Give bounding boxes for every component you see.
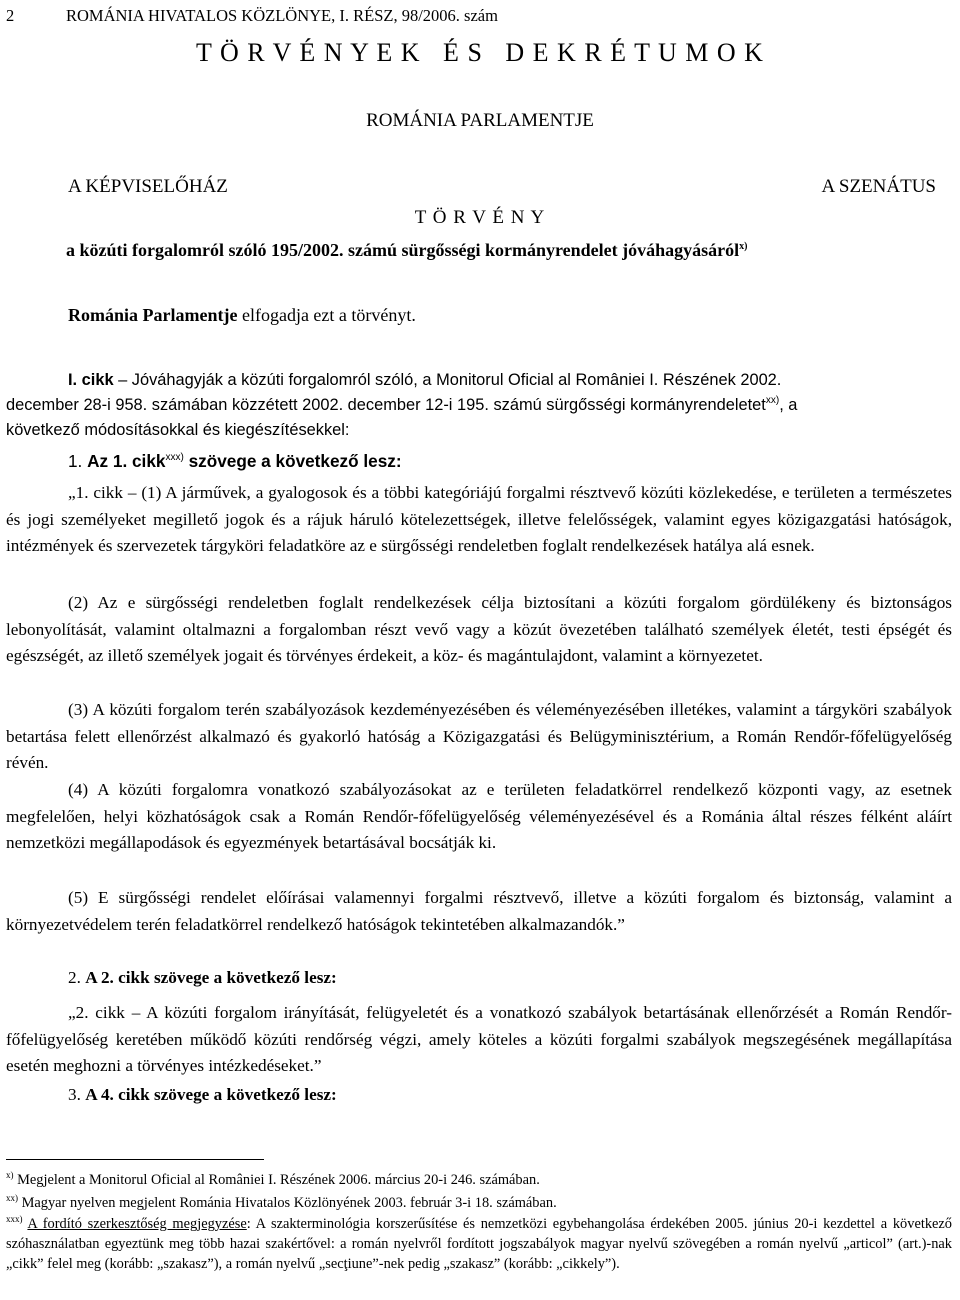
footnote-mark: xxx) [6, 1214, 23, 1224]
law-heading: T Ö R V É N Y [414, 207, 546, 228]
law-title [66, 240, 747, 261]
paragraph-text: – (1) A járművek, a gyalogosok és a többi kategóriájú forgalmi résztvevő közúti közlekedése, e területen a természetes és jogi személyeket megillető jogok és a rájuk háruló kötelezettségek, illetve felelősségek, valamint egyes közigazgatási hatóságok, intézmények és szervezetek tárgyköri feladatköre az e sürgősségi rendeletben foglalt rendelkezések hatálya alá esnek. [6, 483, 952, 555]
paragraph-1 [6, 480, 952, 560]
page-header [6, 6, 946, 30]
footnote-1 [6, 1170, 952, 1190]
item-heading-rest: szövege a következő lesz: [183, 451, 402, 471]
footnote-text: Magyar nyelven megjelent Románia Hivatalos Közlönyének 2003. február 3-i 18. számában. [18, 1195, 557, 1211]
adoption-subject: Románia Parlamentje [68, 305, 238, 325]
footnote-mark: xx) [6, 1193, 18, 1203]
footnote-3 [6, 1214, 952, 1274]
footnote-2 [6, 1193, 952, 1213]
footnote-ref: xx) [765, 395, 780, 406]
amendment-item-3 [68, 1085, 337, 1105]
article-1-line [6, 393, 952, 418]
chamber-right: A SZENÁTUS [821, 176, 936, 197]
footnote-separator [6, 1159, 264, 1160]
paragraph-6 [6, 1000, 952, 1080]
page-number: 2 [6, 6, 15, 25]
paragraph-3: (3) A közúti forgalom terén szabályozások kezdeményezésében és véleményezésében illetékes, valamint a tárgyköri szabályok betartása felett ellenőrzést alkalmazó és gyakorló hatóság a Közigazgatási és Belügyminisztérium, a Román Rendőr-főfelügyelőség révén. [6, 700, 952, 772]
footnote-ref: x) [739, 241, 748, 252]
parliament-heading: ROMÁNIA PARLAMENTJE [366, 110, 594, 131]
amendment-item-1 [68, 451, 402, 472]
paragraph-2: (2) Az e sürgősségi rendeletben foglalt rendelkezések célja biztosítani a közúti forgalom gördülékeny és biztonságos lebonyolítását, valamint oltalmazni a forgalomban részt vevő vagy a közút övezetében található személyek életét, testi épségét és egészségét, az illető személyek jogait és törvényes érdekeit, a köz- és magántulajdont, valamint a környezetet. [6, 593, 952, 665]
article-1-text-3: , a [779, 396, 798, 414]
item-number: 3. [68, 1085, 86, 1104]
law-title-text: a közúti forgalomról szóló 195/2002. számú sürgősségi kormányrendelet jóváhagyásáról [66, 240, 740, 260]
article-1 [6, 368, 952, 443]
item-number: 1. [68, 451, 88, 471]
item-number: 2. [68, 968, 86, 987]
paragraph-text: – A közúti forgalom irányítását, felügyeletét és a vonatkozó szabályok betartásának ellenőrzését a Román Rendőr-főfelügyelőség keretében működő közúti rendőrség végzi, amely köteles a közúti forgalmi szabályok megszegésének megállapítása esetén meghozni a törvényes intézkedéseket.” [6, 1003, 952, 1075]
paragraph-label: „1. cikk [68, 483, 123, 502]
item-heading: A 4. cikk szövege a következő lesz: [85, 1085, 337, 1104]
section-title: T Ö R V É N Y E K É S D E K R É T U M O K [196, 38, 764, 67]
chamber-left: A KÉPVISELŐHÁZ [68, 176, 228, 197]
item-heading: A 2. cikk szövege a következő lesz: [85, 968, 337, 987]
footnote-text: Megjelent a Monitorul Oficial al României I. Részének 2006. március 20-i 246. számában. [13, 1172, 540, 1188]
article-1-label: I. cikk [68, 371, 114, 389]
footnote-underlined: A fordító szerkesztőség megjegyzése [27, 1216, 247, 1232]
article-1-text-2: december 28-i 958. számában közzétett 2002. december 12-i 195. számú sürgősségi kormányrendeletet [6, 396, 766, 414]
adoption-statement [68, 305, 416, 326]
publication-title: ROMÁNIA HIVATALOS KÖZLÖNYE, I. RÉSZ, 98/2006. szám [66, 6, 498, 25]
item-heading: Az 1. cikk [87, 451, 166, 471]
article-1-line: következő módosításokkal és kiegészítésekkel: [6, 421, 350, 439]
paragraph-4: (4) A közúti forgalomra vonatkozó szabályozásokat az e területen feladatkörrel rendelkező központi vagy, az esetnek megfelelően, helyi közhatóságok csak a Román Rendőr-főfelügyelőség véleményezésével és a Románia által részes félként aláírt nemzetközi megállapodások és egyezmények betartásával bocsátják ki. [6, 780, 952, 852]
paragraph-label: „2. cikk [68, 1003, 125, 1022]
footnote-mark: x) [6, 1170, 14, 1180]
adoption-text: elfogadja ezt a törvényt. [237, 305, 416, 325]
footnote-text: : A szakterminológia korszerűsítése és nemzetközi egybehangolása érdekében 2005. június 20-i kezdettel a következő szóhasználatban egyeztünk meg több hazai szakértővel: a román nyelvről fordított jogszabályok magyar nyelvű szövegében a román nyelvű „articol” (art.)-nak „cikk” felel meg (korább: „szakasz”), a román nyelvű „secţiune”-nek pedig „szakasz” (korább: „cikkely”). [6, 1216, 952, 1272]
paragraph-5: (5) E sürgősségi rendelet előírásai valamennyi forgalmi résztvevő, illetve a közúti forgalom és biztonság, valamint a környezetvédelem terén feladatkörrel rendelkező hatóságok tekintetében alkalmazandók.” [6, 888, 952, 934]
article-1-line [6, 368, 952, 393]
article-1-text-1: – Jóváhagyják a közúti forgalomról szóló, a Monitorul Oficial al României I. Részének 2002. [113, 371, 782, 389]
amendment-item-2 [68, 968, 337, 988]
footnote-ref: xxx) [165, 452, 184, 463]
